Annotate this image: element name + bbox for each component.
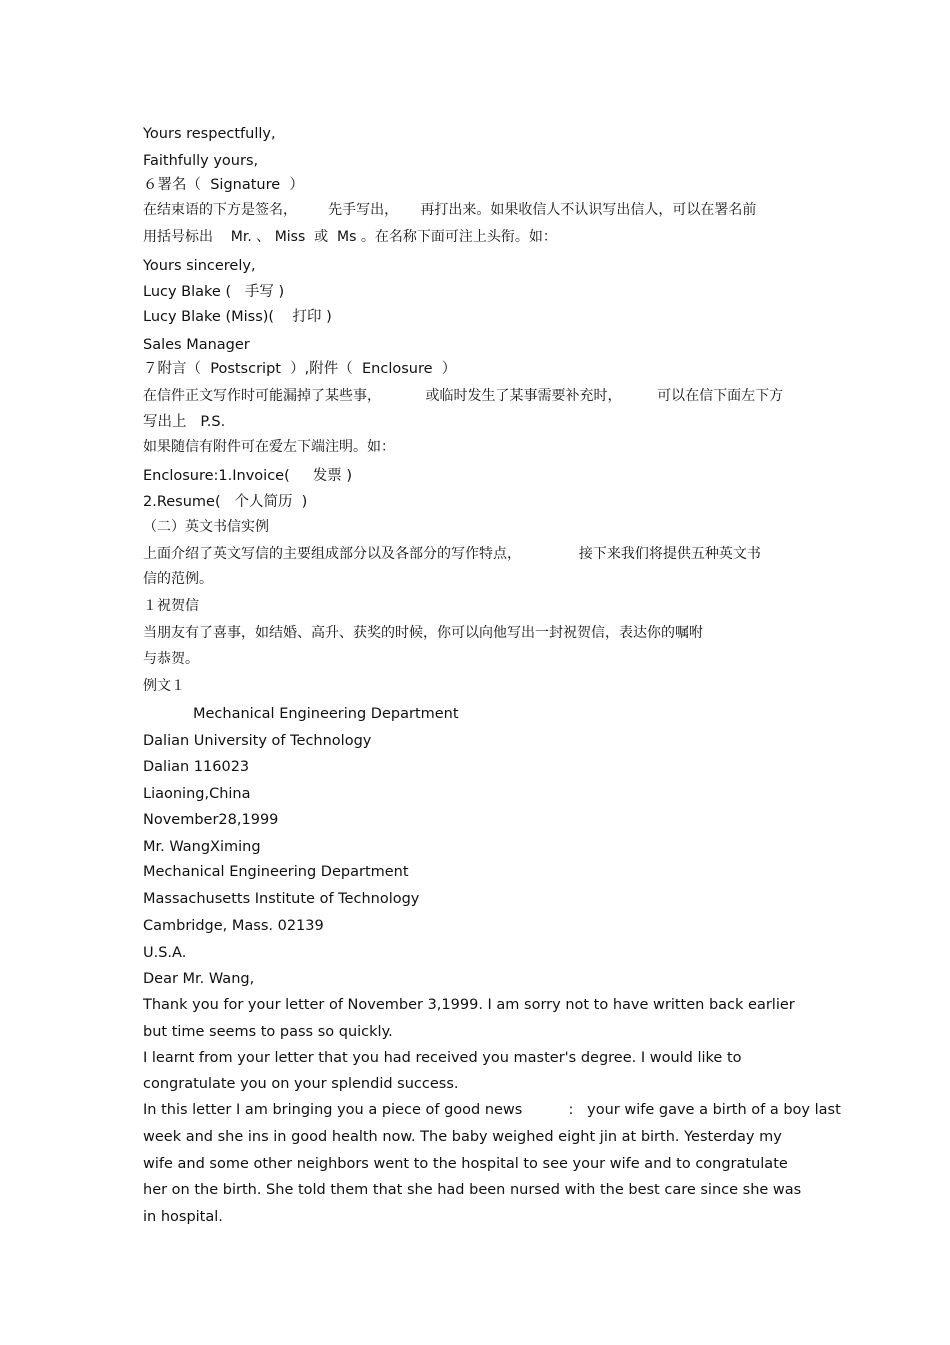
text-line: Yours respectfully, bbox=[143, 126, 276, 142]
text-line: 上面介绍了英文写信的主要组成部分以及各部分的写作特点， 接下来我们将提供五种英文书 bbox=[143, 546, 761, 562]
letter-sender-university: Dalian University of Technology bbox=[143, 733, 372, 749]
text-line: Lucy Blake (Miss)( 打印 ) bbox=[143, 309, 332, 325]
text-line: 用括号标出 Mr. 、 Miss 或 Ms 。在名称下面可注上头衔。如： bbox=[143, 229, 557, 245]
letter-body-line: her on the birth. She told them that she had been nursed with the best care since she was bbox=[143, 1182, 802, 1198]
letter-salutation: Dear Mr. Wang, bbox=[143, 971, 255, 987]
letter-recipient-name: Mr. WangXiming bbox=[143, 839, 261, 855]
letter-sender-province: Liaoning,China bbox=[143, 786, 251, 802]
text-line: Enclosure:1.Invoice( 发票 ) bbox=[143, 468, 353, 484]
letter-body-line: in hospital. bbox=[143, 1209, 223, 1225]
text-line: 在结束语的下方是签名， 先手写出， 再打出来。如果收信人不认识写出信人，可以在署名前 bbox=[143, 202, 757, 218]
text-line: 当朋友有了喜事，如结婚、高升、获奖的时候，你可以向他写出一封祝贺信，表达你的嘱咐 bbox=[143, 625, 703, 641]
text-line: Yours sincerely, bbox=[143, 258, 256, 274]
letter-sender-city: Dalian 116023 bbox=[143, 759, 250, 775]
letter-recipient-country: U.S.A. bbox=[143, 945, 187, 961]
text-line: 2.Resume( 个人简历 ) bbox=[143, 494, 308, 510]
text-line: 信的范例。 bbox=[143, 571, 213, 587]
text-line: Faithfully yours, bbox=[143, 153, 259, 169]
section-heading: 例文１ bbox=[143, 678, 185, 694]
text-line: 写出上 P.S. bbox=[143, 414, 226, 430]
section-heading: ６署名（ Signature ） bbox=[143, 177, 304, 193]
section-heading: ７附言（ Postscript ）,附件（ Enclosure ） bbox=[143, 361, 457, 377]
letter-recipient-institute: Massachusetts Institute of Technology bbox=[143, 891, 420, 907]
text-line: 与恭贺。 bbox=[143, 651, 199, 667]
letter-body-line: but time seems to pass so quickly. bbox=[143, 1024, 393, 1040]
section-heading: １祝贺信 bbox=[143, 598, 199, 614]
text-line: Sales Manager bbox=[143, 337, 250, 353]
letter-sender-department: Mechanical Engineering Department bbox=[193, 706, 459, 722]
letter-body-line: I learnt from your letter that you had received you master's degree. I would like to bbox=[143, 1050, 742, 1066]
letter-date: November28,1999 bbox=[143, 812, 279, 828]
text-line: 在信件正文写作时可能漏掉了某些事， 或临时发生了某事需要补充时， 可以在信下面左下方 bbox=[143, 388, 784, 404]
text-line: 如果随信有附件可在爱左下端注明。如： bbox=[143, 439, 395, 455]
text-line: Lucy Blake ( 手写 ) bbox=[143, 284, 285, 300]
letter-recipient-city: Cambridge, Mass. 02139 bbox=[143, 918, 324, 934]
letter-body-line: In this letter I am bringing you a piece of good news : your wife gave a birth of a boy last bbox=[143, 1102, 841, 1118]
letter-body-line: Thank you for your letter of November 3,1999. I am sorry not to have written back earlier bbox=[143, 997, 795, 1013]
letter-body-line: congratulate you on your splendid success. bbox=[143, 1076, 459, 1092]
letter-body-line: wife and some other neighbors went to the hospital to see your wife and to congratulate bbox=[143, 1156, 788, 1172]
letter-body-line: week and she ins in good health now. The baby weighed eight jin at birth. Yesterday my bbox=[143, 1129, 782, 1145]
letter-recipient-department: Mechanical Engineering Department bbox=[143, 864, 409, 880]
section-heading: （二）英文书信实例 bbox=[143, 519, 269, 535]
